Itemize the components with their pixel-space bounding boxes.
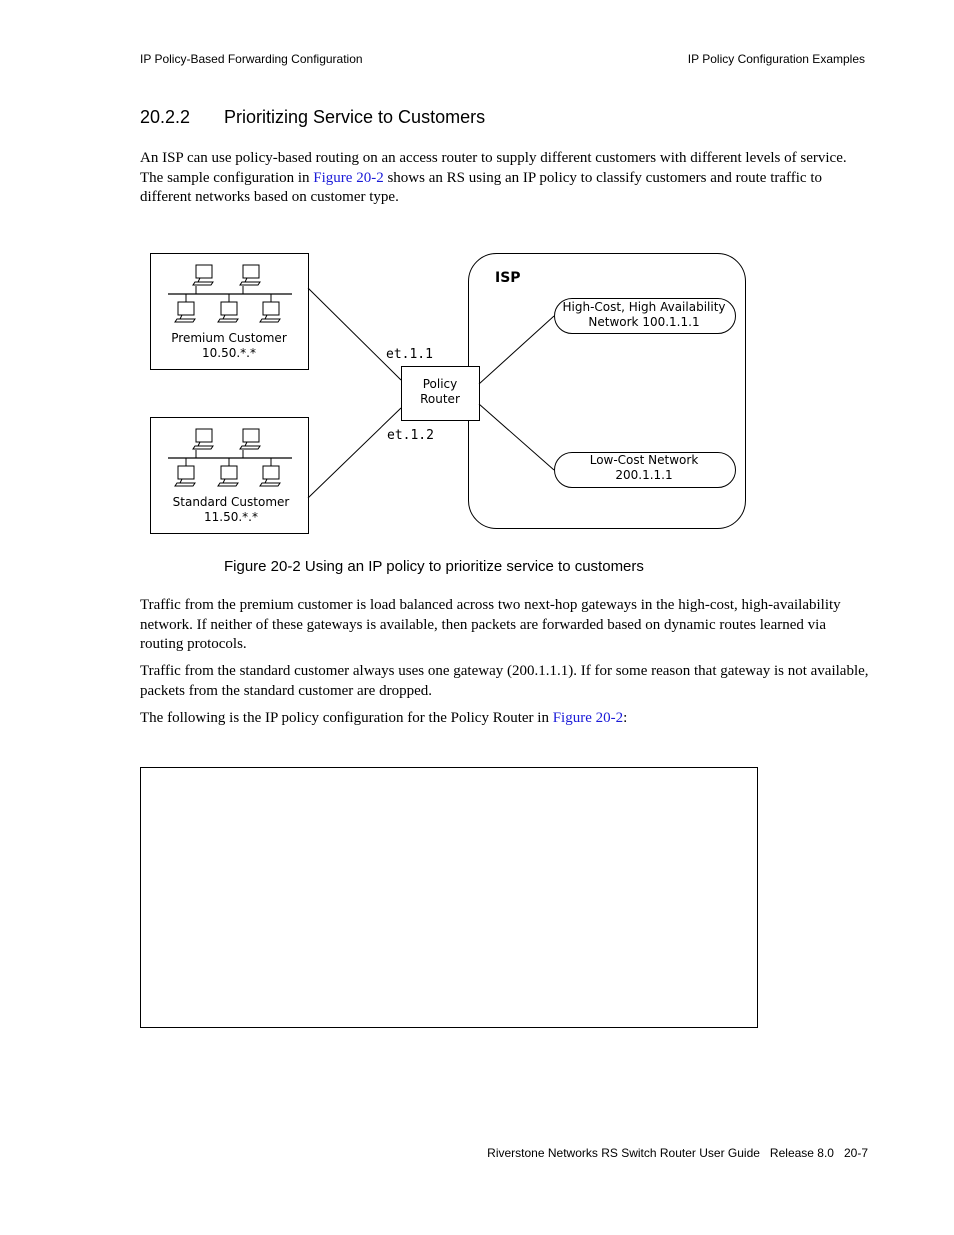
network-diagram <box>0 0 954 560</box>
intro-text-2: shows an RS using an IP policy to classify customers and route traffic to different networks based on customer type. <box>140 169 822 205</box>
high-cost-label-line2: Network 100.1.1.1 <box>588 315 700 329</box>
paragraph-premium-traffic: Traffic from the premium customer is load balanced across two next-hop gateways in the high-cost, high-availability network. If neither of these gateways is available, then packets are forwarded based on dynamic routes learned via routing protocols. <box>140 597 841 652</box>
policy-router-box <box>402 367 480 421</box>
standard-customer-box <box>151 418 309 534</box>
computer-icon <box>175 466 195 486</box>
configuration-code-box <box>140 767 758 1028</box>
computer-icon <box>260 466 280 486</box>
high-cost-label-line1: High-Cost, High Availability <box>562 300 726 314</box>
figure-caption: Figure 20-2 Using an IP policy to prioritize service to customers <box>224 558 644 575</box>
computer-icon <box>218 302 238 322</box>
config-intro-text: The following is the IP policy configuration for the Policy Router in <box>140 710 553 726</box>
paragraph-config-intro <box>140 709 870 729</box>
premium-customer-label: Premium Customer <box>171 331 287 345</box>
standard-customer-label: Standard Customer <box>172 495 290 509</box>
computer-icon <box>193 429 213 449</box>
low-cost-label-line2: 200.1.1.1 <box>615 468 673 482</box>
config-intro-colon: : <box>623 710 628 726</box>
running-header-right: IP Policy Configuration Examples <box>687 52 865 66</box>
computer-icon <box>240 265 260 285</box>
figure-link[interactable]: Figure 20-2 <box>552 710 624 726</box>
figure-link[interactable]: Figure 20-2 <box>313 169 384 186</box>
section-number: 20.2.2 <box>140 107 191 127</box>
section-title: Prioritizing Service to Customers <box>224 107 486 127</box>
premium-link <box>308 288 401 380</box>
computer-icon <box>218 466 238 486</box>
low-cost-link <box>479 404 554 470</box>
isp-label: ISP <box>495 270 521 286</box>
paragraph-standard-traffic: Traffic from the standard customer always uses one gateway (200.1.1.1). If for some reason that gateway is not available, packets from the standard customer are dropped. <box>140 663 869 699</box>
standard-customer-net: 11.50.*.* <box>204 510 258 524</box>
intro-text-1: An ISP can use policy-based routing on an access router to supply different customers with different levels of service. The sample configuration in <box>140 150 847 186</box>
premium-customer-net: 10.50.*.* <box>202 346 256 360</box>
computer-icon <box>175 302 195 322</box>
low-cost-network <box>555 453 736 488</box>
high-cost-network <box>555 299 736 334</box>
standard-link <box>308 408 401 498</box>
low-cost-label-line1: Low-Cost Network <box>589 453 699 467</box>
computer-icon <box>240 429 260 449</box>
port-label-et-1-1: et.1.1 <box>386 347 433 362</box>
router-label-line1: Policy <box>422 377 458 391</box>
router-label-line2: Router <box>420 392 460 406</box>
running-header-left: IP Policy-Based Forwarding Configuration <box>140 52 363 66</box>
page-footer: Riverstone Networks RS Switch Router User Guide Release 8.0 20-7 <box>487 1146 868 1160</box>
computer-icon <box>193 265 213 285</box>
premium-customer-box <box>151 254 309 370</box>
port-label-et-1-2: et.1.2 <box>387 428 434 443</box>
computer-icon <box>260 302 280 322</box>
high-cost-link <box>479 316 554 384</box>
